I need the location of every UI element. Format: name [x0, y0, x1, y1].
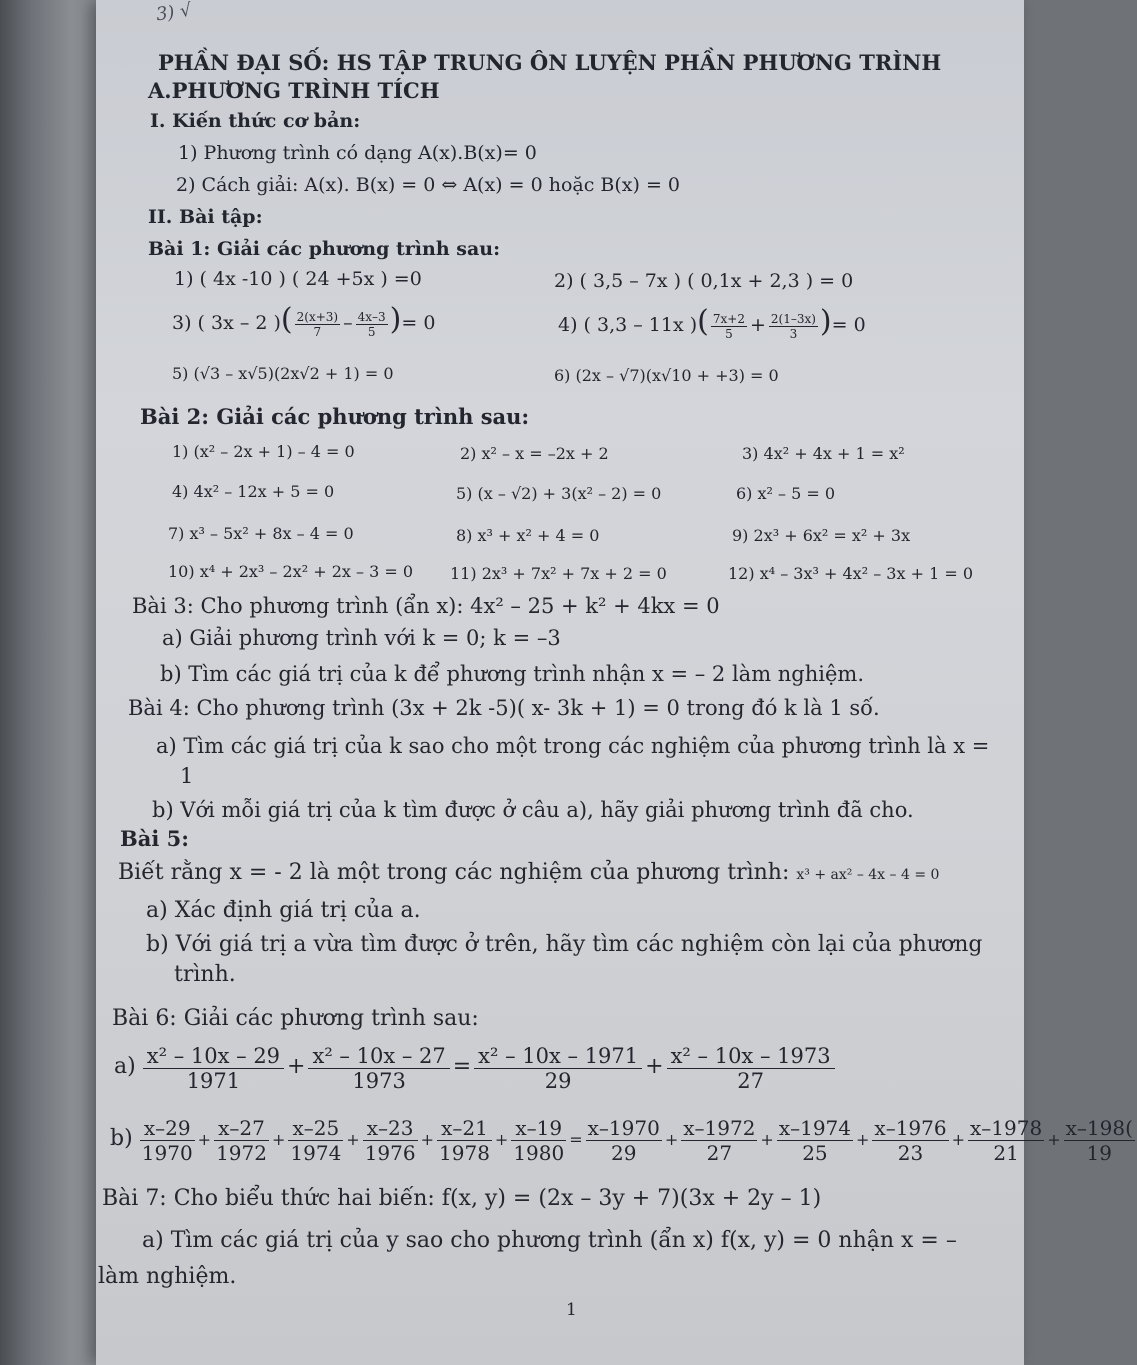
operator: =: [569, 1130, 583, 1149]
bai5-heading: Bài 5:: [120, 826, 190, 851]
page-number: 1: [566, 1300, 577, 1320]
numerator: x–1978: [970, 1116, 1043, 1140]
denominator: 19: [1086, 1141, 1112, 1165]
operator: +: [271, 1130, 286, 1149]
operator: +: [494, 1130, 509, 1149]
fraction: [968, 1116, 1044, 1165]
fraction: [872, 1116, 948, 1165]
bai1-eq-3: 3) ( 3x – 2 )( $\frac{2(x+3)}{7}$ – $\frac{4x-3}{5}$ )= 0: [172, 302, 436, 339]
bai6-heading-text: Bài 6: Giải các phương trình sau:: [112, 1006, 479, 1031]
bai5-part-b-cont: trình.: [174, 962, 236, 987]
bai4-part-a: a) Tìm các giá trị của k sao cho một trong các nghiệm của phương trình là x =: [156, 734, 990, 758]
denominator: 29: [544, 1069, 572, 1093]
page-title: PHẦN ĐẠI SỐ: HS TẬP TRUNG ÔN LUYỆN PHẦN PHƯƠNG TRÌNH: [158, 50, 942, 75]
numerator: x–1974: [778, 1116, 852, 1140]
operator: +: [420, 1130, 435, 1149]
denominator: 1976: [364, 1141, 416, 1165]
bai1-heading: Bài 1: Giải các phương trình sau:: [148, 238, 501, 260]
numerator: x–198(: [1065, 1116, 1133, 1140]
fraction: [667, 1044, 835, 1093]
numerator: x–19: [511, 1116, 566, 1141]
fraction: [295, 310, 340, 339]
fraction: [437, 1116, 492, 1165]
bai2-eq-4: 4) 4x² – 12x + 5 = 0: [172, 482, 335, 501]
bai4-intro: Bài 4: Cho phương trình (3x + 2k -5)( x- 3k + 1) = 0 trong đó k là 1 số.: [128, 696, 880, 720]
basics-item-1: 1) Phương trình có dạng A(x).B(x)= 0: [178, 142, 537, 164]
numerator: x–21: [437, 1116, 492, 1141]
bai5-intro-text: Biết rằng x = - 2 là một trong các nghiệm của phương trình:: [118, 860, 790, 885]
fraction: [777, 1116, 853, 1165]
numerator: x–27: [214, 1116, 269, 1141]
numerator: x–23: [363, 1116, 418, 1141]
operator: –: [343, 312, 353, 334]
bai3-intro: [132, 594, 720, 618]
numerator: x² – 10x – 29: [143, 1044, 284, 1069]
bai2-eq-10: 10) x⁴ + 2x³ – 2x² + 2x – 3 = 0: [168, 562, 413, 581]
operator: +: [1047, 1130, 1061, 1149]
bai2-eq-5: 5) (x – √2) + 3(x² – 2) = 0: [456, 484, 662, 503]
denominator: 23: [897, 1141, 924, 1165]
denominator: 1970: [141, 1141, 193, 1165]
bai2-eq-8: 8) x³ + x² + 4 = 0: [456, 526, 600, 545]
operator: +: [664, 1130, 679, 1149]
fraction: [711, 312, 747, 341]
numerator: x–1972: [683, 1116, 756, 1140]
denominator: 5: [367, 324, 376, 339]
numerator: x² – 10x – 1973: [667, 1044, 835, 1069]
denominator: 1974: [290, 1141, 342, 1165]
operator: +: [287, 1054, 306, 1079]
worksheet-page: [96, 0, 1133, 1365]
fraction: [143, 1044, 284, 1093]
bai6-eq-b: [110, 1116, 1137, 1165]
bai4-part-b: b) Với mỗi giá trị của k tìm được ở câu a), hãy giải phương trình đã cho.: [152, 798, 914, 822]
bai6-heading: [112, 1006, 479, 1031]
numerator: x² – 10x – 1971: [474, 1044, 642, 1069]
numerator: x–25: [288, 1116, 343, 1141]
bai2-heading: Bài 2: Giải các phương trình sau:: [140, 404, 530, 429]
bai1-eq-3-suffix: = 0: [401, 312, 436, 334]
bai7-intro: Bài 7: Cho biểu thức hai biến: f(x, y) = (2x – 3y + 7)(3x + 2y – 1): [102, 1186, 822, 1211]
fraction: [511, 1116, 566, 1165]
exercises-heading: II. Bài tập:: [148, 206, 263, 228]
basics-heading: I. Kiến thức cơ bản:: [150, 110, 361, 132]
bai5-intro: [118, 860, 939, 885]
bai5-part-a: a) Xác định giá trị của a.: [146, 898, 421, 923]
denominator: 29: [611, 1141, 637, 1165]
bai2-eq-3: 3) 4x² + 4x + 1 = x²: [742, 444, 905, 463]
numerator: 7x+2: [712, 311, 745, 326]
fraction: [1064, 1116, 1135, 1165]
label: a): [114, 1054, 136, 1079]
numerator: x–1970: [587, 1116, 660, 1140]
denominator: 27: [706, 1141, 733, 1165]
denominator: 27: [737, 1069, 764, 1093]
operator: +: [760, 1130, 774, 1149]
bai5-equation: x³ + ax² – 4x – 4 = 0: [796, 867, 940, 883]
bai1-eq-4-suffix: = 0: [831, 314, 866, 336]
fraction: [308, 1044, 449, 1093]
bai4-part-a-cont: 1: [180, 764, 194, 788]
bai2-eq-1: 1) (x² – 2x + 1) – 4 = 0: [172, 442, 355, 461]
denominator: 1972: [216, 1141, 267, 1165]
denominator: 25: [802, 1141, 828, 1165]
denominator: 1980: [513, 1141, 565, 1165]
fraction: [769, 312, 818, 341]
operator: =: [452, 1054, 472, 1079]
numerator: x² – 10x – 27: [308, 1044, 449, 1069]
operator: +: [856, 1130, 870, 1149]
bai3-part-a: a) Giải phương trình với k = 0; k = –3: [162, 626, 561, 650]
bai1-eq-5: 5) (√3 – x√5)(2x√2 + 1) = 0: [172, 364, 394, 383]
fraction: [214, 1116, 269, 1165]
basics-item-2: 2) Cách giải: A(x). B(x) = 0 ⇔ A(x) = 0 hoặc B(x) = 0: [176, 174, 681, 196]
bai1-eq-3-prefix: 3) ( 3x – 2 ): [172, 312, 281, 334]
bai1-eq-4: 4) ( 3,3 – 11x )( $\frac{7x+2}{5}$ + $\frac{2(1-3x)}{3}$ )= 0: [558, 304, 866, 341]
operator: +: [346, 1130, 360, 1149]
bai3-text: Bài 3: Cho phương trình (ẩn x): 4x² – 25 + k² + 4kx = 0: [132, 594, 720, 618]
fraction: [363, 1116, 418, 1165]
numerator: 2(x+3): [296, 309, 339, 324]
denominator: 21: [993, 1141, 1019, 1165]
fraction: [356, 310, 388, 339]
bai5-part-b: b) Với giá trị a vừa tìm được ở trên, hãy tìm các nghiệm còn lại của phương: [146, 932, 983, 957]
fraction: [140, 1116, 195, 1165]
denominator: 3: [789, 326, 798, 341]
bai1-eq-4-prefix: 4) ( 3,3 – 11x ): [558, 314, 698, 336]
bai1-eq-2: 2) ( 3,5 – 7x ) ( 0,1x + 2,3 ) = 0: [554, 270, 854, 292]
bai2-eq-11: 11) 2x³ + 7x² + 7x + 2 = 0: [450, 564, 667, 583]
operator: +: [645, 1054, 664, 1079]
bai2-eq-7: 7) x³ – 5x² + 8x – 4 = 0: [168, 524, 354, 543]
bai2-eq-9: 9) 2x³ + 6x² = x² + 3x: [732, 526, 911, 545]
bai6-eq-a: [114, 1044, 837, 1093]
fraction: [288, 1116, 343, 1165]
denominator: 1978: [439, 1141, 490, 1165]
section-title: A.PHƯƠNG TRÌNH TÍCH: [148, 78, 440, 103]
bai1-eq-1: 1) ( 4x -10 ) ( 24 +5x ) =0: [174, 268, 422, 290]
numerator: x–1976: [874, 1116, 947, 1140]
bai7-part-a: a) Tìm các giá trị của y sao cho phương trình (ẩn x) f(x, y) = 0 nhận x = –: [142, 1228, 957, 1253]
operator: +: [197, 1130, 212, 1149]
bai2-eq-12: 12) x⁴ – 3x³ + 4x² – 3x + 1 = 0: [728, 564, 973, 583]
numerator: 4x–3: [357, 309, 386, 324]
operator: +: [749, 314, 766, 336]
operator: +: [951, 1130, 966, 1149]
fraction: [474, 1044, 642, 1093]
fraction: [586, 1116, 662, 1165]
bai7-part-a-cont: làm nghiệm.: [98, 1264, 237, 1289]
bai2-eq-2: 2) x² – x = –2x + 2: [460, 444, 609, 463]
bai1-eq-6: 6) (2x – √7)(x√10 + +3) = 0: [554, 366, 779, 385]
bai2-eq-6: 6) x² – 5 = 0: [736, 484, 836, 503]
fraction: [681, 1116, 757, 1165]
denominator: 7: [313, 324, 322, 339]
numerator: x–29: [140, 1116, 195, 1141]
handwritten-scribble: 3) √: [154, 0, 193, 26]
bai3-part-b: b) Tìm các giá trị của k để phương trình nhận x = – 2 làm nghiệm.: [160, 662, 865, 686]
denominator: 1973: [352, 1069, 406, 1093]
denominator: 5: [725, 326, 733, 341]
numerator: 2(1–3x): [770, 311, 816, 326]
denominator: 1971: [186, 1069, 241, 1093]
label: b): [110, 1126, 133, 1151]
